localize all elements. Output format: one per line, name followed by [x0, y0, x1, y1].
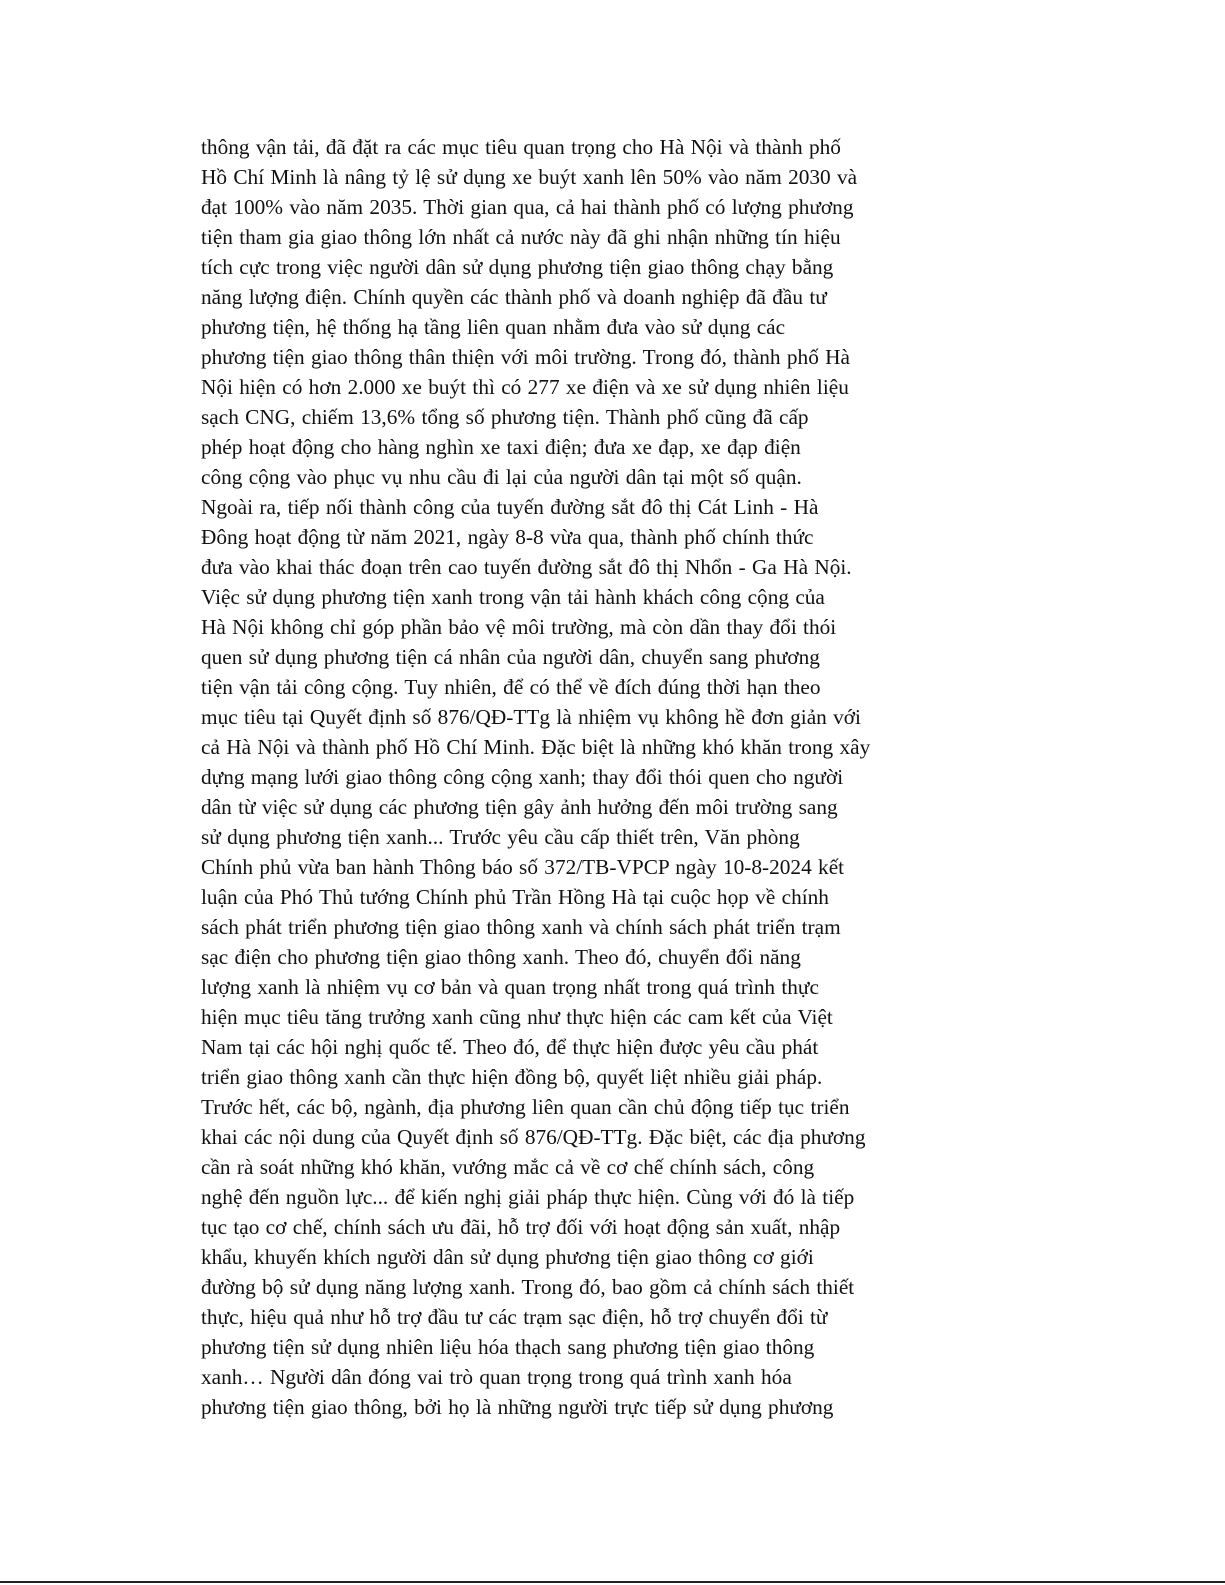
text-line: Hà Nội không chỉ góp phần bảo vệ môi trường, mà còn dần thay đổi thói: [201, 615, 837, 639]
text-line: sạc điện cho phương tiện giao thông xanh. Theo đó, chuyển đổi năng: [201, 945, 801, 969]
text-line: luận của Phó Thủ tướng Chính phủ Trần Hồng Hà tại cuộc họp về chính: [201, 885, 829, 909]
text-line: dân từ việc sử dụng các phương tiện gây ảnh hưởng đến môi trường sang: [201, 795, 838, 819]
text-line: quen sử dụng phương tiện cá nhân của người dân, chuyển sang phương: [201, 645, 820, 669]
text-line: tục tạo cơ chế, chính sách ưu đãi, hỗ trợ đối với hoạt động sản xuất, nhập: [201, 1215, 841, 1239]
text-line: phương tiện giao thông thân thiện với môi trường. Trong đó, thành phố Hà: [201, 345, 850, 369]
text-line: dựng mạng lưới giao thông công cộng xanh; thay đổi thói quen cho người: [201, 765, 844, 789]
text-line: cần rà soát những khó khăn, vướng mắc cả về cơ chế chính sách, công: [201, 1155, 815, 1179]
text-line: khẩu, khuyến khích người dân sử dụng phương tiện giao thông cơ giới: [201, 1245, 814, 1269]
text-line: lượng xanh là nhiệm vụ cơ bản và quan trọng nhất trong quá trình thực: [201, 975, 819, 999]
text-line: tiện vận tải công cộng. Tuy nhiên, để có thể về đích đúng thời hạn theo: [201, 675, 821, 699]
text-line: sạch CNG, chiếm 13,6% tổng số phương tiện. Thành phố cũng đã cấp: [201, 405, 809, 429]
text-line: Đông hoạt động từ năm 2021, ngày 8-8 vừa qua, thành phố chính thức: [201, 525, 814, 549]
text-line: đường bộ sử dụng năng lượng xanh. Trong đó, bao gồm cả chính sách thiết: [201, 1275, 855, 1299]
text-line: Việc sử dụng phương tiện xanh trong vận tải hành khách công cộng của: [201, 585, 825, 609]
text-line: công cộng vào phục vụ nhu cầu đi lại của người dân tại một số quận.: [201, 465, 802, 489]
text-line: khai các nội dung của Quyết định số 876/QĐ-TTg. Đặc biệt, các địa phương: [201, 1125, 866, 1149]
text-line: nghệ đến nguồn lực... để kiến nghị giải pháp thực hiện. Cùng với đó là tiếp: [201, 1185, 855, 1209]
text-line: phương tiện sử dụng nhiên liệu hóa thạch sang phương tiện giao thông: [201, 1335, 815, 1359]
text-line: thông vận tải, đã đặt ra các mục tiêu quan trọng cho Hà Nội và thành phố: [201, 135, 841, 159]
text-line: đưa vào khai thác đoạn trên cao tuyến đường sắt đô thị Nhổn - Ga Hà Nội.: [201, 555, 852, 579]
text-line: Chính phủ vừa ban hành Thông báo số 372/TB-VPCP ngày 10-8-2024 kết: [201, 855, 845, 879]
text-line: Ngoài ra, tiếp nối thành công của tuyến đường sắt đô thị Cát Linh - Hà: [201, 495, 819, 519]
text-line: Trước hết, các bộ, ngành, địa phương liên quan cần chủ động tiếp tục triển: [201, 1095, 850, 1119]
text-line: đạt 100% vào năm 2035. Thời gian qua, cả hai thành phố có lượng phương: [201, 195, 854, 219]
text-line: mục tiêu tại Quyết định số 876/QĐ-TTg là nhiệm vụ không hề đơn giản với: [201, 705, 861, 729]
text-line: xanh… Người dân đóng vai trò quan trọng trong quá trình xanh hóa: [201, 1365, 792, 1389]
text-line: tích cực trong việc người dân sử dụng phương tiện giao thông chạy bằng: [201, 255, 834, 279]
text-line: Hồ Chí Minh là nâng tỷ lệ sử dụng xe buýt xanh lên 50% vào năm 2030 và: [201, 165, 858, 189]
text-line: tiện tham gia giao thông lớn nhất cả nước này đã ghi nhận những tín hiệu: [201, 225, 841, 249]
body-text: [201, 132, 961, 1422]
text-line: sách phát triển phương tiện giao thông xanh và chính sách phát triển trạm: [201, 915, 841, 939]
text-line: Nội hiện có hơn 2.000 xe buýt thì có 277 xe điện và xe sử dụng nhiên liệu: [201, 375, 849, 399]
text-line: cả Hà Nội và thành phố Hồ Chí Minh. Đặc biệt là những khó khăn trong xây: [201, 735, 871, 759]
text-line: phép hoạt động cho hàng nghìn xe taxi điện; đưa xe đạp, xe đạp điện: [201, 435, 801, 459]
text-line: triển giao thông xanh cần thực hiện đồng bộ, quyết liệt nhiều giải pháp.: [201, 1065, 823, 1089]
text-line: Nam tại các hội nghị quốc tế. Theo đó, để thực hiện được yêu cầu phát: [201, 1035, 819, 1059]
text-line: năng lượng điện. Chính quyền các thành phố và doanh nghiệp đã đầu tư: [201, 285, 827, 309]
text-line: phương tiện, hệ thống hạ tầng liên quan nhằm đưa vào sử dụng các: [201, 315, 786, 339]
page-bottom-divider: [0, 1581, 1225, 1583]
text-line: hiện mục tiêu tăng trưởng xanh cũng như thực hiện các cam kết của Việt: [201, 1005, 833, 1029]
text-line: sử dụng phương tiện xanh... Trước yêu cầu cấp thiết trên, Văn phòng: [201, 825, 800, 849]
text-line: thực, hiệu quả như hỗ trợ đầu tư các trạm sạc điện, hỗ trợ chuyển đổi từ: [201, 1305, 828, 1329]
text-line: phương tiện giao thông, bởi họ là những người trực tiếp sử dụng phương: [201, 1395, 834, 1419]
